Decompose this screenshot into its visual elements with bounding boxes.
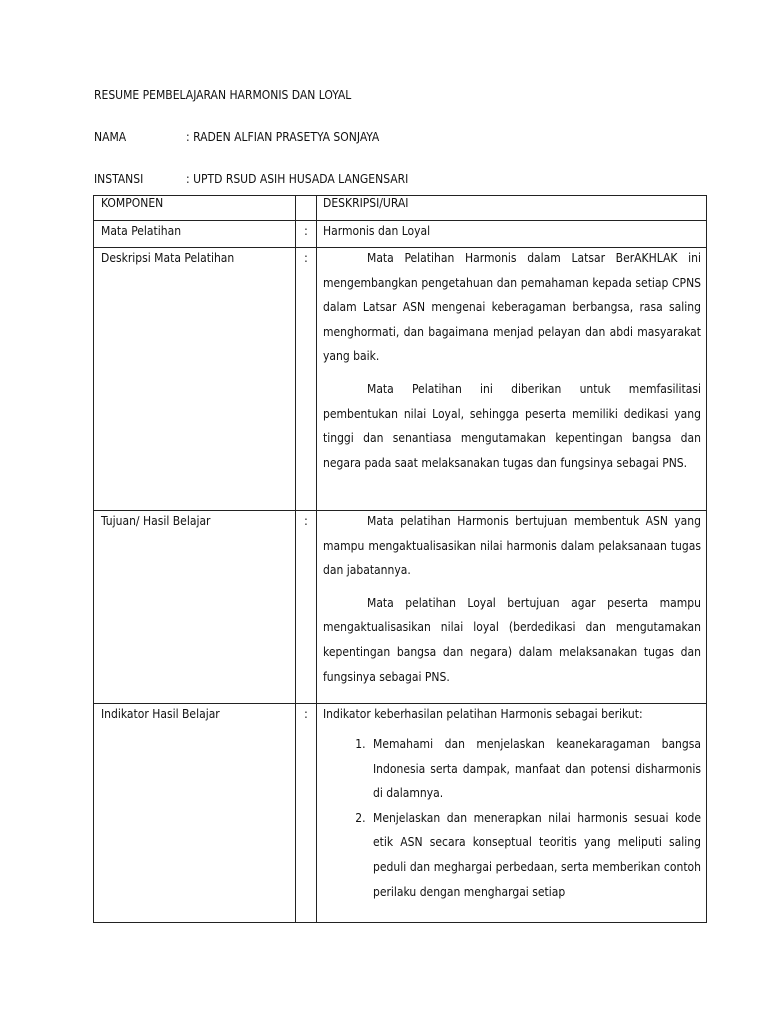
- tujuan-label: Tujuan/ Hasil Belajar: [101, 514, 211, 528]
- list-item: 1. Memahami dan menjelaskan keanekaragaman bangsa Indonesia serta dampak, manfaat dan potensi disharmonis di dalamnya.: [369, 732, 701, 806]
- nama-label: NAMA: [94, 130, 127, 144]
- header-deskripsi: DESKRIPSI/URAI: [317, 196, 707, 221]
- tujuan-paragraph-1: Mata pelatihan Harmonis bertujuan membentuk ASN yang mampu mengaktualisasikan nilai harmonis dalam pelaksanaan tugas dan jabatannya.: [323, 514, 701, 578]
- table-header-row: [94, 196, 707, 221]
- instansi-value: : UPTD RSUD ASIH HUSADA LANGENSARI: [186, 172, 409, 186]
- table-row-mata-pelatihan: [94, 221, 707, 248]
- mata-pelatihan-value: Harmonis dan Loyal: [317, 221, 707, 248]
- table-row-tujuan: [94, 511, 707, 704]
- tujuan-paragraph-2: Mata pelatihan Loyal bertujuan agar peserta mampu mengaktualisasikan nilai loyal (berdedikasi dan mengutamakan kepentingan bangsa dan negara) dalam melaksanakan tugas dan fungsinya sebagai PNS.: [323, 595, 701, 684]
- colon: :: [304, 514, 308, 528]
- indikator-list: [323, 732, 701, 904]
- list-item: 2. Menjelaskan dan menerapkan nilai harmonis sesuai kode etik ASN secara konseptual teoritis yang meliputi saling peduli dan meghargai perbedaan, serta memberikan contoh perilaku dengan menghargai setiap: [369, 806, 701, 904]
- header-separator: [296, 196, 317, 221]
- indikator-intro: Indikator keberhasilan pelatihan Harmonis sebagai berikut:: [323, 707, 643, 721]
- deskripsi-label: Deskripsi Mata Pelatihan: [101, 251, 235, 265]
- document-title: RESUME PEMBELAJARAN HARMONIS DAN LOYAL: [94, 88, 352, 102]
- nama-row: [94, 130, 379, 144]
- table-row-deskripsi: [94, 248, 707, 511]
- resume-table: [93, 195, 707, 923]
- table-row-indikator: [94, 704, 707, 923]
- header-komponen: KOMPONEN: [94, 196, 296, 221]
- deskripsi-paragraph-2: Mata Pelatihan ini diberikan untuk memfasilitasi pembentukan nilai Loyal, sehingga peserta memiliki dedikasi yang tinggi dan senantiasa mengutamakan kepentingan bangsa dan negara pada saat melaksanakan tugas dan fungsinya sebagai PNS.: [323, 381, 701, 470]
- colon: :: [304, 251, 308, 265]
- colon: :: [296, 221, 317, 248]
- mata-pelatihan-label: Mata Pelatihan: [94, 221, 296, 248]
- instansi-row: [94, 172, 408, 186]
- colon: :: [304, 707, 308, 721]
- tujuan-content: [317, 511, 707, 704]
- deskripsi-paragraph-1: Mata Pelatihan Harmonis dalam Latsar BerAKHLAK ini mengembangkan pengetahuan dan pemahaman kepada setiap CPNS dalam Latsar ASN mengenai keberagaman berbangsa, rasa saling menghormati, dan bagaimana menjad pelayan dan abdi masyarakat yang baik.: [323, 251, 701, 364]
- nama-value: : RADEN ALFIAN PRASETYA SONJAYA: [186, 130, 380, 144]
- instansi-label: INSTANSI: [94, 172, 144, 186]
- indikator-label: Indikator Hasil Belajar: [101, 707, 220, 721]
- deskripsi-content: [317, 248, 707, 511]
- indikator-content: [317, 704, 707, 923]
